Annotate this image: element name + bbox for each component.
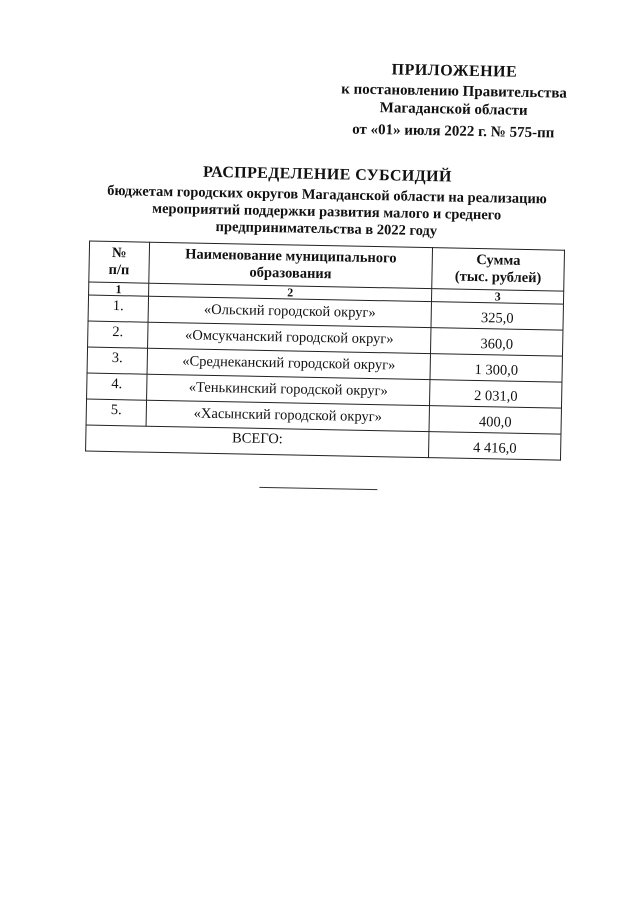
header-num-line-2: п/п	[108, 261, 130, 279]
subsidy-sum: 1 300,0	[430, 354, 562, 383]
subsidy-sum: 400,0	[429, 406, 561, 435]
municipality-name: «Омсукчанский городской округ»	[147, 322, 431, 353]
title-sub-line-1: бюджетам городских округов Магаданской области на реализацию	[107, 182, 547, 208]
row-number: 3.	[87, 347, 147, 374]
appendix-block	[333, 60, 574, 143]
row-number: 5.	[86, 399, 146, 426]
municipality-name: «Тенькинский городской округ»	[146, 374, 430, 405]
column-number: 3	[432, 289, 564, 305]
closing-rule	[259, 487, 377, 490]
municipality-name: «Среднеканский городской округ»	[147, 348, 431, 379]
title-main: РАСПРЕДЕЛЕНИЕ СУБСИДИЙ	[202, 163, 452, 186]
title-sub-line-2: мероприятий поддержки развития малого и среднего	[151, 200, 502, 224]
row-number: 1.	[88, 295, 148, 322]
header-num-line-1: №	[111, 244, 127, 262]
header-name-line-2: образования	[249, 264, 332, 283]
row-number: 2.	[88, 321, 148, 348]
municipality-name: «Ольский городской округ»	[148, 296, 432, 327]
header-sum-line-2: (тыс. рублей)	[454, 268, 542, 287]
header-sum-line-1: Сумма	[476, 251, 521, 269]
appendix-line-2: Магаданской области	[379, 100, 528, 119]
appendix-line-1: к постановлению Правительства	[341, 81, 568, 102]
total-sum: 4 416,0	[429, 432, 561, 461]
subsidy-sum: 325,0	[431, 302, 563, 331]
appendix-heading: ПРИЛОЖЕНИЕ	[391, 61, 518, 81]
row-number: 4.	[87, 373, 147, 400]
column-number: 1	[89, 282, 149, 296]
municipality-name: «Хасынский городской округ»	[146, 400, 430, 431]
total-label: ВСЕГО:	[86, 425, 430, 458]
subsidies-table	[85, 241, 565, 461]
header-sum	[432, 248, 565, 292]
appendix-line-3: от «01» июля 2022 г. № 575-пп	[352, 121, 555, 142]
document-title	[91, 161, 562, 243]
column-number: 2	[148, 283, 432, 301]
subsidy-sum: 2 031,0	[430, 380, 562, 409]
header-num	[89, 241, 150, 283]
subsidy-sum: 360,0	[431, 328, 563, 357]
title-sub-line-3: предпринимательства в 2022 году	[215, 218, 438, 240]
header-name-line-1: Наименование муниципального	[185, 246, 397, 267]
header-name	[149, 242, 433, 288]
